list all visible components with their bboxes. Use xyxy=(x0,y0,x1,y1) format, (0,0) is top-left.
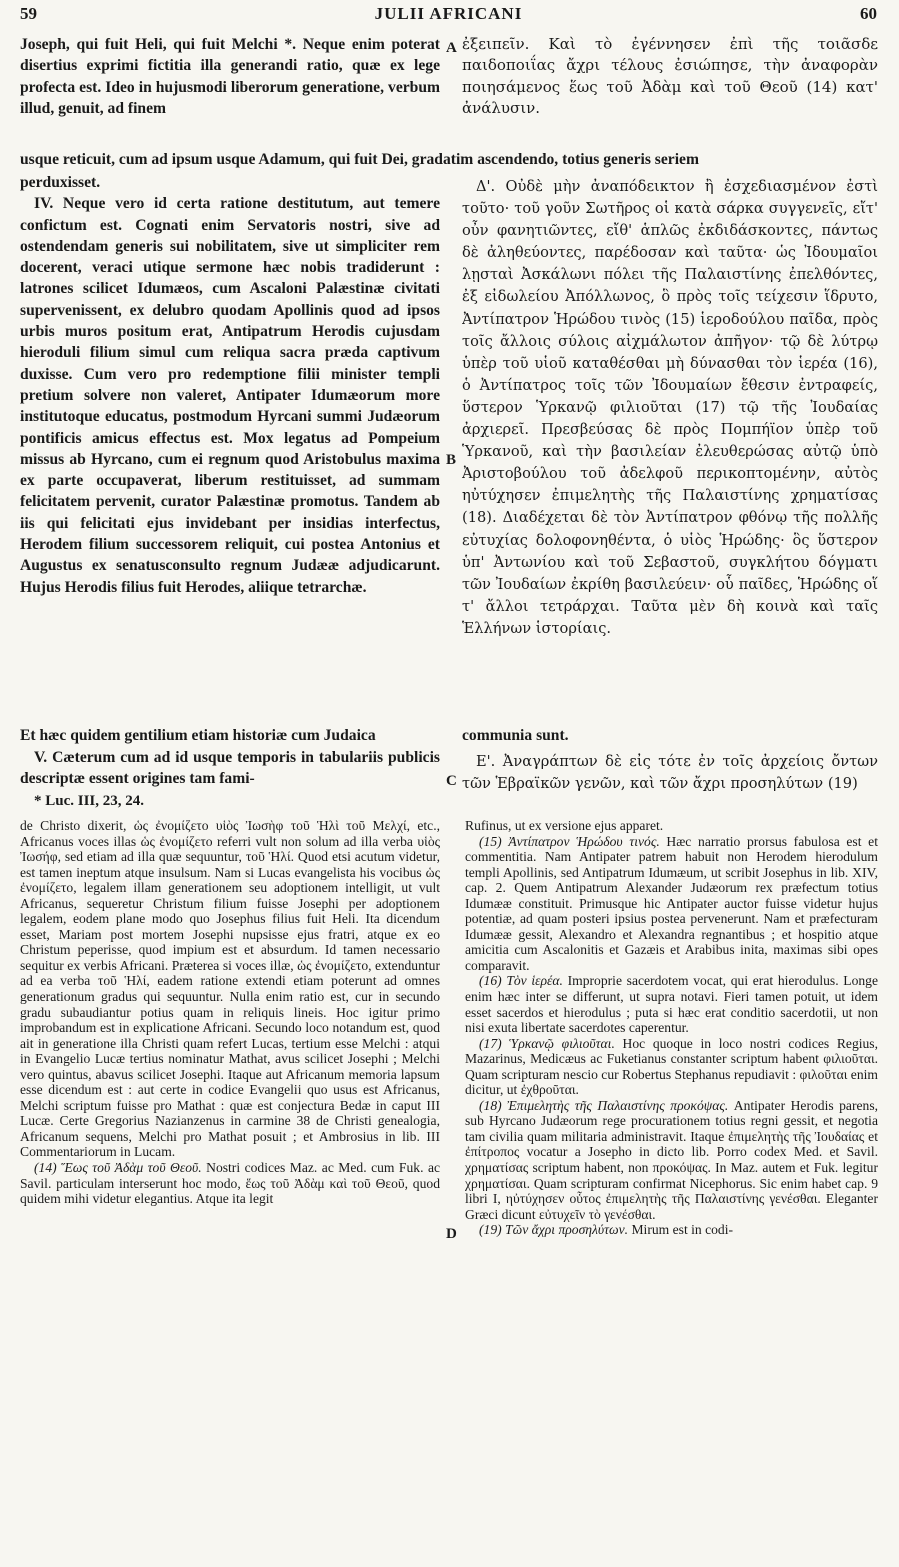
spanning-line: usque reticuit, cum ad ipsum usque Adamum, qui fuit Dei, gradatim ascendendo, totius generis seriem xyxy=(20,151,699,168)
page-number-right: 60 xyxy=(860,4,877,23)
note-body: Hæc narratio prorsus fabulosa est et commentitia. Nam Antipater patrem habuit non Herodem hierodulum templi Apollinis, sed Antipatrum Idumæum, ut scribit Josephus in lib. XIV, cap. 2. Quem Antipatrum Alexander Judæorum rex præfectum totius Idumææ constituit. Primusque hic Antipater auctor fuisse videtur hujus potentiæ, ad quam posteri ipsius postea pervenerunt. Nam et præfecturam Idumææ gessit, Alexandro et Alexandra regnantibus ; et hospitio atque amicitia cum Ascalonitis et Gazæis et Arabibus inita, maximas sibi opes comparavit. xyxy=(465,833,878,973)
margin-letter-b: B xyxy=(446,452,457,468)
note-body: Hoc quoque in loco nostri codices Regius, Mazarinus, Medicæus ac Fuketianus constanter scriptum habent φιλιοῦται. Quam scripturam nescio cur Robertus Stephanus repudiavit : φιλοῦται enim dicitur, ut ἐχθροῦται. xyxy=(465,1035,878,1098)
note-body: Antipater Herodis parens, sub Hyrcano Judæorum rege procurationem totius regni gessit, et negotia tam civilia quam militaria administravit. Itaque ἐπιμελητὴς τῆς Ἰουδαίας et ἐπίτροπος vocatur a Josepho in dicto lib. Porro codex Med. et Savil. χρηματίσας scriptum habent, non προκόψας. In Maz. autem et Fuk. legitur χρηματίσαι. Quam scripturam confirmat Nicephorus. Sic enim habet cap. 9 libri I, ηὐτύχησεν οὗτος ἐπιμελητὴς τῆς Παλαιστίνης γενέσθαι. Eleganter Græci dicunt εὐτυχεῖν τὸ γενέσθαι. xyxy=(465,1097,878,1222)
note-heading: (19) Τῶν ἄχρι προσηλύτων. xyxy=(479,1222,629,1238)
greek-paragraph: ἐξειπεῖν. Καὶ τὸ ἐγέννησεν ἐπὶ τῆς τοιᾶσδε παιδοποιΐας ἄχρι τέλους ἐσιώπησε, τὴν ἀναφορὰν ποιησάμενος ἕως τοῦ Ἀδὰμ καὶ τοῦ Θεοῦ (14) κατ' ἀνάλυσιν. xyxy=(462,35,878,117)
note-heading: (18) Ἐπιμελητὴς τῆς Παλαιστίνης προκόψας. xyxy=(479,1097,729,1113)
note-paragraph xyxy=(465,1036,878,1098)
note-paragraph: de Christo dixerit, ὡς ἐνομίζετο υἱὸς Ἰωσὴφ τοῦ Ἡλὶ τοῦ Μελχί, etc., Africanus voces illas ὡς ἐνομίζετο referri vult non solum ad illa verba υἱὸς Ἰωσήφ, sed etiam ad illa quæ sequuntur, τοῦ Ἡλί. Quod etsi acutum videtur, est tamen ineptum atque insulsum. Nam si Lucas evangelista his vocibus ὡς ἐνομίζετο, legalem illam generationem seu adoptionem intelligit, ut vult Africanus, sequeretur Christum filium fuisse Josephi per adoptionem legalem, eodem plane modo quo Josephus filius fuit Heli. Ita dicendum esset, Mariam post mortem Josephi nupsisse ejus fratri, atque ex eo Christum peperisse, quod impium est et absurdum. Id tamen necessario sequitur ex verbis Africani. Præterea si voces illæ, ὡς ἐνομίζετο, extenduntur ad ea verba τοῦ Ἡλί, eadem ratione extendi etiam poterunt ad omnes generationum gradus qui sequuntur. Nulla enim ratio est, cur in secundo gradu subaudiantur potius quam in reliquis lineis. Hoc igitur primo improbandum est in explicatione Africani. Secundo loco notandum est, quod ait in generatione illa Christi quam refert Lucas, tertium esse Melchi : atqui in Evangelio Lucæ tertius nominatur Mathat, avus scilicet Josephi ; Melchi vero quintus, abavus scilicet Josephi. Itaque aut Africanum memoria lapsum esse dicendum est : aut certe in codice Evangelii quo usus est Africanus, Melchi scriptum fuisse pro Mathat : quæ est conjectura Bedæ in caput III Lucæ. Certe Gregorius Nazianzenus in carmine 38 de Christi genealogia, Africanum sequens, Melchi pro Mathat posuit ; et Ambrosius in lib. III Commentariorum in Lucam. xyxy=(20,818,440,1160)
greek-column-upper xyxy=(462,34,878,146)
latin-column-lower xyxy=(20,747,440,791)
note-body: Nostri codices Maz. ac Med. cum Fuk. ac Savil. particulam interserunt hoc modo, ἕως τοῦ Ἀδὰμ καὶ τοῦ Θεοῦ, quod quidem mihi videtur elegantius. Atque ita legit xyxy=(20,1160,440,1207)
greek-column-middle xyxy=(462,176,878,746)
spanning-line-left: Et hæc quidem gentilium etiam historiæ cum Judaica xyxy=(20,727,376,744)
note-body: Improprie sacerdotem vocat, qui erat hierodulus. Longe enim hæc inter se differunt, ut supra notavi. Fieri tamen potuit, ut idem esset sacerdos et hierodulus ; puta si hæc erat conditio sacerdotii, ut non nisi exuta libertate sacerdotes caperentur. xyxy=(465,973,878,1036)
latin-column-upper xyxy=(20,34,440,146)
running-title: JULII AFRICANI xyxy=(374,4,523,23)
footnote-reference xyxy=(20,791,440,813)
latin-paragraph: Joseph, qui fuit Heli, qui fuit Melchi *. Neque enim poterat disertius exprimi fictitia illa generandi ratio, quæ ex lege profecta est. Ideo in hujusmodi liberorum generatione, verbum illud, genuit, ad finem xyxy=(20,36,440,117)
margin-letter-d: D xyxy=(446,1226,457,1242)
margin-letter-c: C xyxy=(446,773,457,789)
greek-paragraph: Δ'. Οὐδὲ μὴν ἀναπόδεικτον ἢ ἐσχεδιασμένον ἐστὶ τοῦτο· τοῦ γοῦν Σωτῆρος οἱ κατὰ σάρκα συγγενεῖς, εἴτ' οὖν φανητιῶντες, εἴθ' ἁπλῶς ἐκδιδάσκοντες, πάντως δὲ ἀληθεύοντες, παρέδοσαν καὶ ταῦτα· ὡς Ἰδουμαῖοι λῃσταὶ Ἀσκάλωνι πόλει τῆς Παλαιστίνης ἐπελθόντες, ἐξ εἰδωλείου Ἀπόλλωνος, ὃ πρὸς τοῖς τείχεσιν ἵδρυτο, Ἀντίπατρον Ἡρώδου τινὸς (15) ἱεροδούλου παῖδα, πρὸς τοῖς ἄλλοις σύλοις αἰχμάλωτον ἀπῆγον· τῷ δὲ λύτρῳ ὑπὲρ τοῦ υἱοῦ καταθέσθαι μὴ δύνασθαι τὸν ἱερέα (16), ὁ Ἀντίπατρος τοῖς τῶν Ἰδουμαίων ἔθεσιν ἐντραφείς, ὕστερον Ὑρκανῷ φιλιοῦται (17) τῷ τῆς Ἰουδαίας ἀρχιερεῖ. Πρεσβεύσας δὲ πρὸς Πομπήϊον ὑπὲρ τοῦ Ὑρκανοῦ, καὶ τὴν βασιλείαν ἐλευθερώσας αὐτῷ ὑπὸ Ἀριστοβούλου τοῦ ἀδελφοῦ περικοπτομένην, αὐτὸς ηὐτύχησεν ἐπιμελητὴς τῆς Παλαιστίνης χρηματίσας (18). Διαδέχεται δὲ τὸν Ἀντίπατρον φθόνῳ τῆς πολλῆς εὐτυχίας δολοφονηθέντα, ὁ υἱὸς Ἡρώδης· ὃς ὕστερον ὑπ' Ἀντωνίου καὶ τοῦ Σεβαστοῦ, συγκλήτου δόγματι τῶν Ἰουδαίων ἐκρίθη βασιλεύειν· οὗ παῖδες, Ἡρώδης οἵ τ' ἄλλοι τετράρχαι. Ταῦτα μὲν δὴ κοινὰ καὶ ταῖς Ἑλλήνων ἱστορίαις. xyxy=(462,178,878,637)
note-heading: (16) Τὸν ἱερέα. xyxy=(479,973,563,989)
note-heading: (17) Ὑρκανῷ φιλιοῦται. xyxy=(479,1035,615,1051)
note-paragraph: Rufinus, ut ex versione ejus apparet. xyxy=(465,818,664,833)
note-heading: (14) Ἕως τοῦ Ἀδὰμ τοῦ Θεοῦ. xyxy=(34,1160,202,1176)
note-body: Mirum est in codi- xyxy=(631,1222,734,1238)
note-paragraph xyxy=(20,1160,440,1207)
latin-paragraph: V. Cæterum cum ad id usque temporis in tabulariis publicis descriptæ essent origines tam fami- xyxy=(20,749,440,788)
margin-letter-a: A xyxy=(446,40,457,56)
note-paragraph xyxy=(465,973,878,1035)
latin-paragraph: perduxisset. xyxy=(20,174,101,191)
greek-paragraph: Ε'. Ἀναγράπτων δὲ εἰς τότε ἐν τοῖς ἀρχείοις ὄντων τῶν Ἑβραϊκῶν γενῶν, καὶ τῶν ἄχρι προσηλύτων (19) xyxy=(462,753,878,792)
note-heading: (15) Ἀντίπατρον Ἡρώδου τινός. xyxy=(479,833,660,849)
latin-paragraph: IV. Neque vero id certa ratione destitutum, aut temere confictum est. Cognati enim Servatoris nostri, sive ad ostendendam generis sui nobilitatem, sive ut simpliciter rem docerent, veraci utique sermone hæc nobis tradiderunt : latrones scilicet Idumæos, cum Ascaloni Palæstinæ civitati supervenissent, ex delubro quodam Apollinis quod ad ipsos urbis muros positum erat, Antipatrum Herodis cujusdam hieroduli filium simul cum reliqua sacra præda captivum duxisse. Cum vero pro redemptione filii minister templi pretium solvere non valeret, Antipater Idumæorum more institutoque educatus, postmodum Hyrcani summi Judæorum pontificis amicus effectus est. Mox legatus ad Pompeium missus ab Hyrcano, cum ei regnum quod Aristobulus maxima ex parte occupaverat, liberum restituisset, ad summam felicitatem pervenit, curator Palæstinæ promotus. Tandem ab iis qui felicitati ejus invidebant per insidias interfectus, Herodem filium successorem reliquit, cui postea Antonius et Augustus ex senatusconsulto regnum Judææ adjudicarunt. Hujus Herodis filius fuit Herodes, aliique tetrarchæ. xyxy=(20,195,440,596)
running-header xyxy=(20,4,877,30)
notes-column-right xyxy=(465,818,878,1558)
latin-column-middle xyxy=(20,172,440,748)
footnote-text: * Luc. III, 23, 24. xyxy=(34,793,145,809)
notes-column-left xyxy=(20,818,440,1558)
note-paragraph xyxy=(465,1222,878,1238)
spanning-line-right: communia sunt. xyxy=(462,727,569,744)
note-paragraph xyxy=(465,834,878,974)
greek-column-lower xyxy=(462,751,878,797)
page-number-left: 59 xyxy=(20,4,37,23)
note-paragraph xyxy=(465,1098,878,1222)
